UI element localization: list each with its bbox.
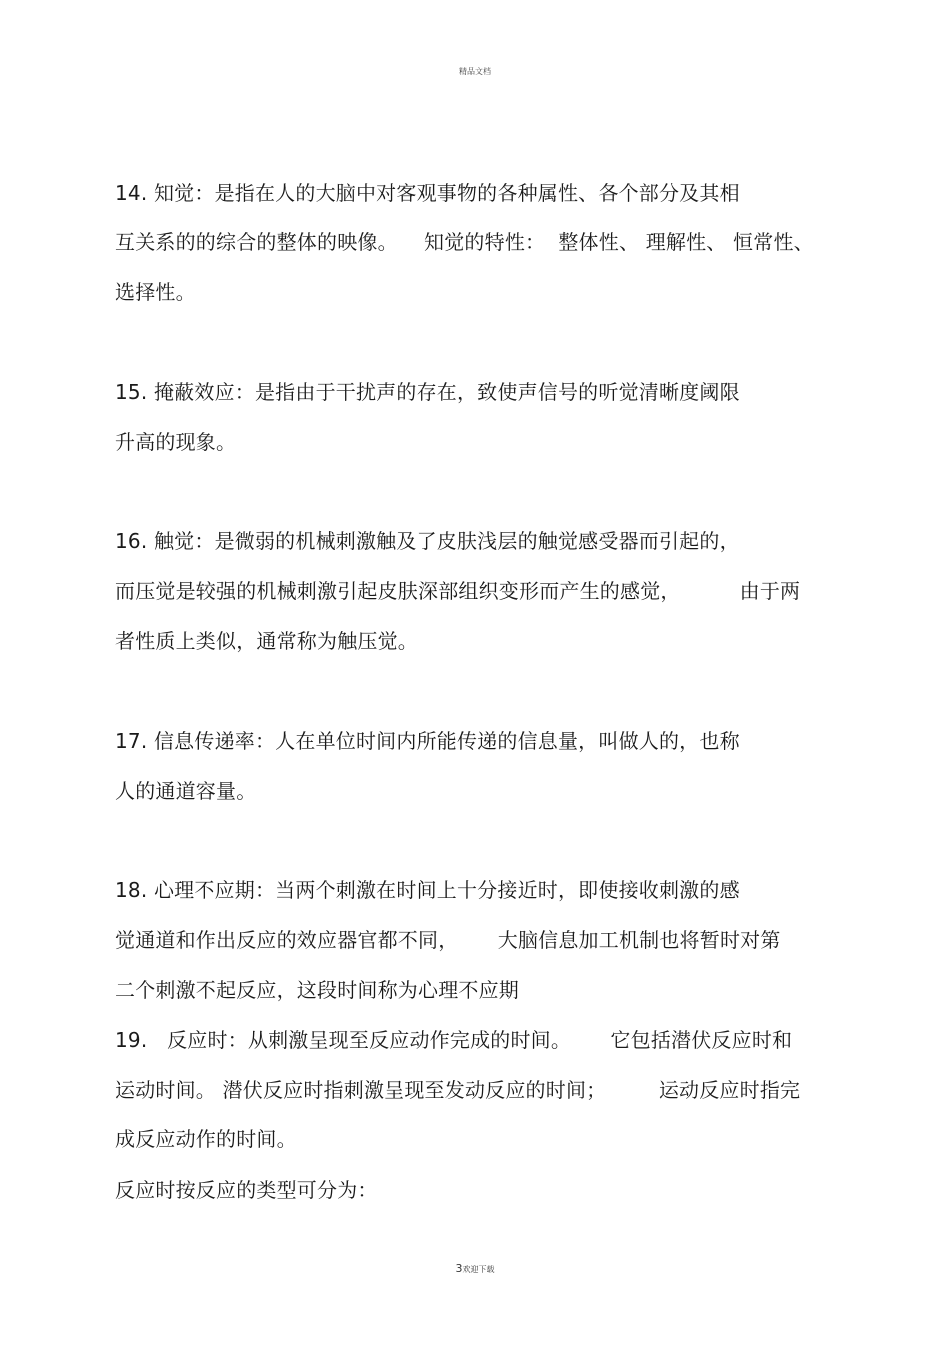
text-line: 觉通道和作出反应的效应器官都不同， 大脑信息加工机制也将暂时对第 bbox=[115, 928, 781, 952]
text-line: 二个刺激不起反应，这段时间称为心理不应期 bbox=[115, 978, 519, 1002]
footer-text: 欢迎下载 bbox=[462, 1265, 495, 1274]
text-line: 运动时间。 潜伏反应时指刺激呈现至发动反应的时间； 运动反应时指完 bbox=[115, 1078, 801, 1102]
text-line: 18. 心理不应期：当两个刺激在时间上十分接近时，即使接收刺激的感 bbox=[115, 878, 740, 902]
text-line: 15. 掩蔽效应：是指由于干扰声的存在，致使声信号的听觉清晰度阈限 bbox=[115, 380, 740, 404]
text-line: 16. 触觉：是微弱的机械刺激触及了皮肤浅层的触觉感受器而引起的， bbox=[115, 529, 740, 553]
text-line: 成反应动作的时间。 bbox=[115, 1127, 297, 1151]
page-footer bbox=[0, 1262, 950, 1275]
text-line: 升高的现象。 bbox=[115, 430, 237, 454]
text-line: 14. 知觉：是指在人的大脑中对客观事物的各种属性、各个部分及其相 bbox=[115, 181, 740, 205]
text-line: 而压觉是较强的机械刺激引起皮肤深部组织变形而产生的感觉， 由于两 bbox=[115, 579, 801, 603]
text-line: 者性质上类似，通常称为触压觉。 bbox=[115, 629, 418, 653]
text-line: 19. 反应时：从刺激呈现至反应动作完成的时间。 它包括潜伏反应时和 bbox=[115, 1028, 793, 1052]
page-header: 精品文档 bbox=[459, 67, 491, 76]
text-line: 选择性。 bbox=[115, 280, 196, 304]
page-number: 3 bbox=[455, 1262, 463, 1275]
text-line: 17. 信息传递率：人在单位时间内所能传递的信息量，叫做人的，也称 bbox=[115, 729, 740, 753]
text-line: 人的通道容量。 bbox=[115, 779, 257, 803]
text-line: 互关系的的综合的整体的映像。 知觉的特性： 整体性、 理解性、 恒常性、 bbox=[115, 230, 814, 254]
text-line: 反应时按反应的类型可分为： bbox=[115, 1178, 378, 1202]
